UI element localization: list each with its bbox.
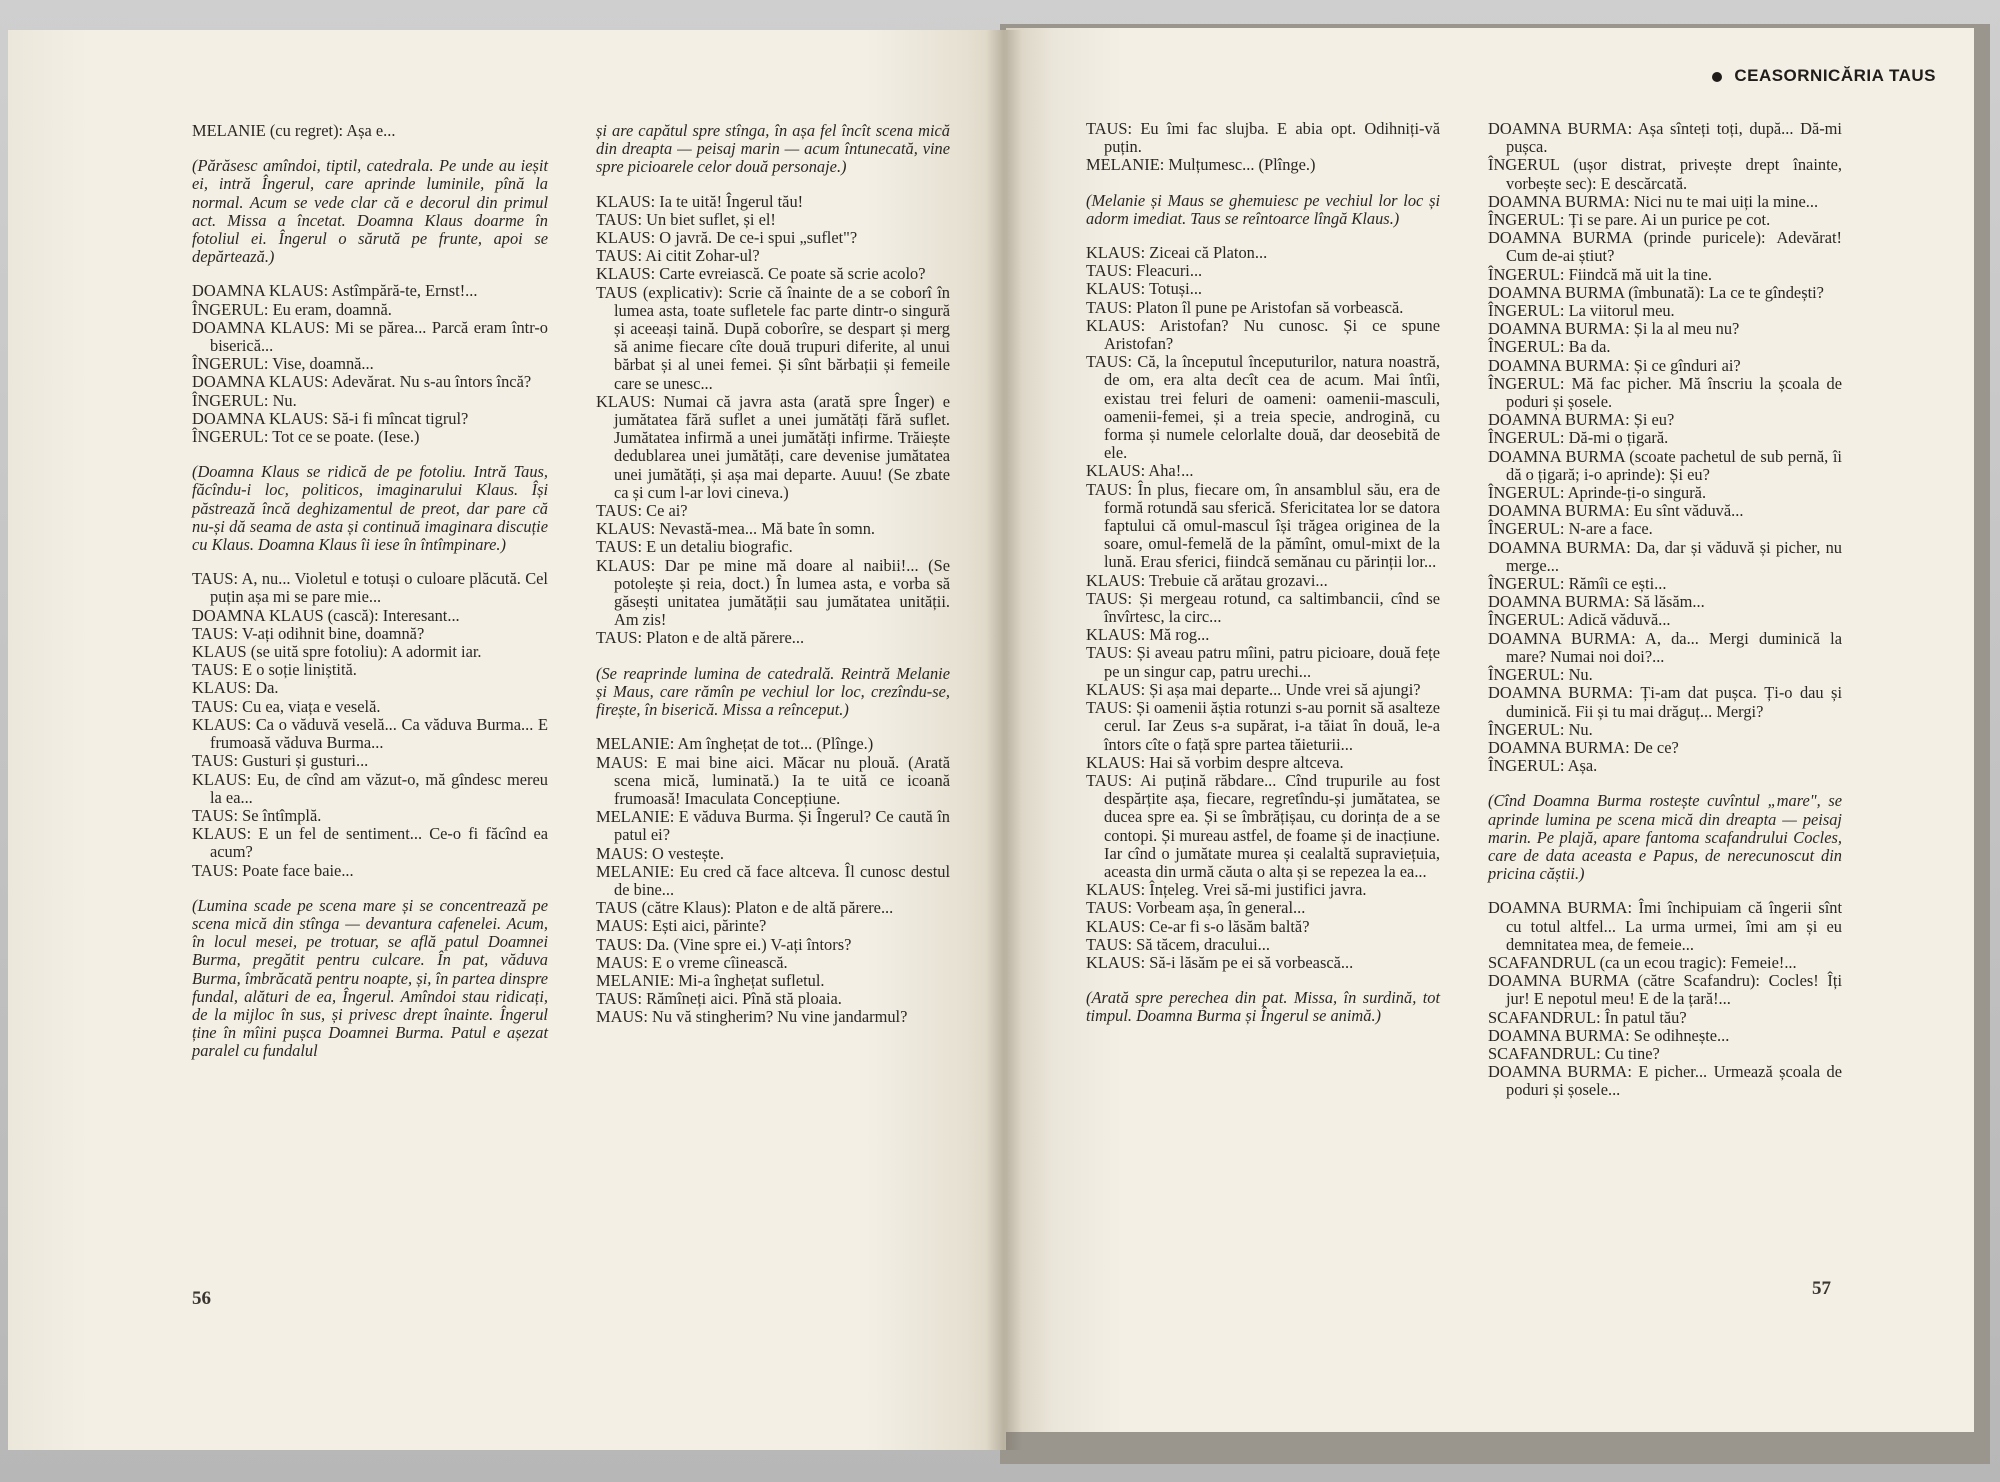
dialogue-line: TAUS: Să tăcem, dracului...	[1086, 934, 1270, 954]
dialogue-line: TAUS: Și aveau patru mîini, patru picioare, două fețe pe un singur cap, patru urechi...	[1086, 643, 1440, 681]
dialogue-line: KLAUS: Aha!...	[1086, 461, 1194, 481]
dialogue-line: KLAUS: Înțeleg. Vrei să-mi justifici javra.	[1086, 880, 1367, 900]
bullet-icon	[1712, 72, 1722, 82]
dialogue-line: KLAUS: Ce-ar fi s-o lăsăm baltă?	[1086, 916, 1310, 936]
dialogue-line: KLAUS: Eu, de cînd am văzut-o, mă gîndesc mereu la ea...	[192, 769, 548, 807]
dialogue-line: ÎNGERUL: La viitorul meu.	[1488, 301, 1675, 321]
dialogue-line: KLAUS (se uită spre fotoliu): A adormit iar.	[192, 642, 482, 662]
dialogue-line: ÎNGERUL: Fiindcă mă uit la tine.	[1488, 264, 1712, 284]
dialogue-line: KLAUS: Aristofan? Nu cunosc. Și ce spune Aristofan?	[1086, 315, 1440, 354]
dialogue-line: ÎNGERUL: Eu eram, doamnă.	[192, 299, 392, 319]
dialogue-line: TAUS: Și mergeau rotund, ca saltimbancii, cînd se învîrtesc, la circ...	[1086, 588, 1440, 627]
page-number-left: 56	[192, 1288, 211, 1309]
dialogue-line: DOAMNA BURMA: Să lăsăm...	[1488, 592, 1705, 612]
dialogue-line: KLAUS: Numai că javra asta (arată spre Înger) e jumătatea fără suflet a unei jumătăți fără suflet. Jumătatea infirmă a unei jumătăți infirme. Trăiește dedublarea unei jumătăți, care devenise jumătatea unei jumătăți, și așa mai departe. Auuu! (Se zbate ca și cum l-ar lovi cineva.)	[596, 391, 950, 502]
dialogue-line: TAUS (explicativ): Scrie că înainte de a se coborî în lumea asta, toate sufletele fac parte dintr-o singură și aceeași taină. După coborîre, se despart și merg să anime fiecare cîte două trupuri diferite, al unui bărbat și al unei femei. Și sînt bărbații și femeile care se unesc...	[596, 282, 950, 393]
dialogue-line: DOAMNA BURMA: Nici nu te mai uiți la mine...	[1488, 191, 1819, 211]
dialogue-line: DOAMNA BURMA (prinde puricele): Adevărat! Cum de-ai știut?	[1488, 228, 1842, 266]
dialogue-line: KLAUS: Și așa mai departe... Unde vrei să ajungi?	[1086, 679, 1421, 699]
dialogue-line: MAUS: Ești aici, părinte?	[596, 916, 767, 936]
dialogue-line: KLAUS: Ia te uită! Îngerul tău!	[596, 191, 804, 211]
dialogue-line: TAUS: Da. (Vine spre ei.) V-ați întors?	[596, 934, 852, 954]
dialogue-line: ÎNGERUL: Nu.	[192, 390, 297, 410]
dialogue-line: MELANIE: Am înghețat de tot... (Plînge.)	[596, 734, 874, 754]
dialogue-line: ÎNGERUL: Așa.	[1488, 756, 1598, 776]
dialogue-line: ÎNGERUL (ușor distrat, privește drept înainte, vorbește sec): E descărcată.	[1488, 155, 1842, 193]
dialogue-line: TAUS: Și oamenii ăștia rotunzi s-au pornit să asalteze cerul. Iar Zeus s-a supărat, i-a tăiat în două, le-a întors cîte o față spre partea tăieturii...	[1086, 698, 1440, 754]
dialogue-line: DOAMNA BURMA (îmbunată): La ce te gîndești?	[1488, 282, 1824, 302]
dialogue-line: ÎNGERUL: Tot ce se poate. (Iese.)	[192, 427, 420, 447]
dialogue-line: ÎNGERUL: Aprinde-ți-o singură.	[1488, 483, 1707, 503]
stage-direction: și are capătul spre stînga, în așa fel încît scena mică din dreapta — peisaj marin — acum întunecată, vine spre picioarele celor două personaje.)	[596, 121, 950, 177]
dialogue-line: MAUS: E mai bine aici. Măcar nu plouă. (Arată scena mică, luminată.) Ia te uită ce icoană frumoasă! Imaculata Concepțiune.	[596, 752, 950, 808]
page-number-right: 57	[1812, 1278, 1831, 1299]
left-page	[8, 30, 1006, 1450]
dialogue-line: KLAUS: Trebuie că arătau grozavi...	[1086, 570, 1328, 590]
stage-direction: (Lumina scade pe scena mare și se concentrează pe scena mică din stînga — devantura cafenelei. Acum, în locul mesei, pe trotuar, se află patul Doamnei Burma, pregătit pentru culcare. În pat, văduva Burma, îmbrăcată pentru noapte, și, în partea dinspre fundal, alături de ea, Îngerul. Amîndoi stau ridicați, de la mijloc în sus, și privesc drept înainte. Îngerul ține în mîini pușca Doamnei Burma. Patul e așezat paralel cu fundalul	[192, 895, 548, 1061]
right-page	[1006, 28, 1974, 1432]
dialogue-line: TAUS: V-ați odihnit bine, doamnă?	[192, 623, 425, 643]
dialogue-line: MAUS: E o vreme cîinească.	[596, 952, 788, 972]
dialogue-line: TAUS: Poate face baie...	[192, 860, 354, 880]
stage-direction: (Doamna Klaus se ridică de pe fotoliu. Intră Taus, făcîndu-i loc, politicos, imaginarului Klaus. Își păstrează încă deghizamentul de preot, dar pare că nu-și dă seama de asta și continuă imaginara discuție cu Klaus. Doamna Klaus îi iese în întîmpinare.)	[192, 462, 548, 555]
left-page-column-1	[192, 122, 548, 1077]
running-header-text: CEASORNICĂRIA TAUS	[1734, 66, 1936, 85]
dialogue-line: DOAMNA BURMA: Da, dar și văduvă și picher, nu merge...	[1488, 537, 1842, 575]
dialogue-line: TAUS: În plus, fiecare om, în ansamblul său, era de formă rotundă sau sferică. Sfericitatea lor se datora faptului că omul-mascul își trăgea originea de la soare, omul-femelă de la pămînt, omul-mixt de la lună. Erau sferici, fiindcă semănau cu părinții lor...	[1086, 479, 1440, 572]
dialogue-line: DOAMNA BURMA: Așa sînteți toți, după... Dă-mi pușca.	[1488, 119, 1842, 157]
dialogue-line: DOAMNA BURMA: E picher... Urmează școala de poduri și șosele...	[1488, 1062, 1842, 1100]
dialogue-line: TAUS: Platon e de altă părere...	[596, 628, 805, 648]
dialogue-line: DOAMNA KLAUS (cască): Interesant...	[192, 605, 460, 625]
dialogue-line: TAUS: Ai puțină răbdare... Cînd trupurile au fost despărțite așa, fiecare, regretîndu-și jumătatea, se ducea spre ea. Și se îmbrățișau, cu dorința de a se contopi. Și mureau astfel, de foame și de inacțiune. Iar cînd o jumătate murea și cealaltă supraviețuia, aceasta din urmă căuta o alta și se repezea la ea...	[1086, 770, 1440, 881]
dialogue-line: KLAUS: Carte evreiască. Ce poate să scrie acolo?	[596, 264, 926, 284]
dialogue-line: TAUS: E o soție liniștită.	[192, 660, 357, 680]
dialogue-line: KLAUS: Da.	[192, 678, 279, 698]
dialogue-line: TAUS: Se întîmplă.	[192, 805, 322, 825]
dialogue-line: MELANIE: Mi-a înghețat sufletul.	[596, 970, 825, 990]
dialogue-line: TAUS: Fleacuri...	[1086, 261, 1203, 281]
dialogue-line: KLAUS: Mă rog...	[1086, 625, 1210, 645]
book-spine	[986, 30, 1022, 1450]
dialogue-line: ÎNGERUL: Vise, doamnă...	[192, 354, 374, 374]
dialogue-line: TAUS (către Klaus): Platon e de altă părere...	[596, 898, 894, 918]
dialogue-line: KLAUS: Ziceai că Platon...	[1086, 243, 1268, 263]
dialogue-line: TAUS: Eu îmi fac slujba. E abia opt. Odihniți-vă puțin.	[1086, 119, 1440, 157]
dialogue-line: TAUS: Un biet suflet, și el!	[596, 209, 776, 229]
right-page-column-2	[1488, 120, 1842, 1100]
dialogue-line: MELANIE (cu regret): Așa e...	[192, 121, 396, 140]
stage-direction: (Se reaprinde lumina de catedrală. Reintră Melanie și Maus, care rămîn pe vechiul lor loc, crezîndu-se, firește, în biserică. Missa a reînceput.)	[596, 663, 950, 720]
dialogue-line: TAUS: Ai citit Zohar-ul?	[596, 246, 760, 266]
stage-direction: (Cînd Doamna Burma rostește cuvîntul „mare", se aprinde lumina pe scena mică din dreapta — peisaj marin. Pe plajă, apare fantoma scafandrului Cocles, care de data aceasta e Papus, de nerecunoscut din pricina căștii.)	[1488, 791, 1842, 884]
dialogue-line: DOAMNA KLAUS: Astîmpără-te, Ernst!...	[192, 281, 478, 301]
left-page-column-2	[596, 122, 950, 1027]
dialogue-line: DOAMNA BURMA: Și eu?	[1488, 410, 1675, 430]
dialogue-line: KLAUS: Nevastă-mea... Mă bate în somn.	[596, 519, 876, 539]
dialogue-line: TAUS: E un detaliu biografic.	[596, 537, 793, 557]
right-page-column-1	[1086, 120, 1440, 1042]
dialogue-line: ÎNGERUL: Ți se pare. Ai un purice pe cot.	[1488, 210, 1771, 230]
dialogue-line: DOAMNA BURMA: Se odihnește...	[1488, 1025, 1730, 1045]
dialogue-line: DOAMNA BURMA: De ce?	[1488, 737, 1679, 757]
dialogue-line: MELANIE: E văduva Burma. Și Îngerul? Ce caută în patul ei?	[596, 807, 950, 845]
dialogue-line: KLAUS: E un fel de sentiment... Ce-o fi făcînd ea acum?	[192, 824, 548, 862]
dialogue-line: DOAMNA BURMA: A, da... Mergi duminică la mare? Numai noi doi?...	[1488, 628, 1842, 666]
dialogue-line: KLAUS: Să-i lăsăm pe ei să vorbească...	[1086, 952, 1354, 972]
dialogue-line: TAUS: Platon îl pune pe Aristofan să vorbească.	[1086, 297, 1404, 317]
stage-direction: (Melanie și Maus se ghemuiesc pe vechiul lor loc și adorm imediat. Taus se reîntoarce lîngă Klaus.)	[1086, 190, 1440, 228]
dialogue-line: MELANIE: Mulțumesc... (Plînge.)	[1086, 155, 1316, 175]
dialogue-line: KLAUS: Hai să vorbim despre altceva.	[1086, 752, 1344, 772]
dialogue-line: MELANIE: Eu cred că face altceva. Îl cunosc destul de bine...	[596, 861, 950, 899]
stage-direction: (Părăsesc amîndoi, tiptil, catedrala. Pe unde au ieșit ei, intră Îngerul, care aprinde luminile, pînă la normal. Acum se vede clar că e decorul din primul act. Missa a încetat. Doamna Klaus doarme în fotoliul ei. Îngerul o sărută pe frunte, apoi se depărtează.)	[192, 156, 548, 267]
dialogue-line: TAUS: Vorbeam așa, în general...	[1086, 898, 1306, 918]
dialogue-line: TAUS: Gusturi și gusturi...	[192, 751, 369, 771]
dialogue-line: ÎNGERUL: Dă-mi o țigară.	[1488, 428, 1669, 448]
dialogue-line: DOAMNA BURMA: Și la al meu nu?	[1488, 319, 1740, 339]
running-header	[1712, 66, 1936, 86]
dialogue-line: MAUS: O vestește.	[596, 843, 724, 863]
dialogue-line: DOAMNA KLAUS: Să-i fi mîncat tigrul?	[192, 408, 469, 428]
dialogue-line: DOAMNA BURMA (scoate pachetul de sub pernă, îi dă o țigară; i-o aprinde): Și eu?	[1488, 446, 1842, 484]
dialogue-line: TAUS: Rămîneți aici. Pînă stă ploaia.	[596, 989, 842, 1009]
dialogue-line: ÎNGERUL: Nu.	[1488, 665, 1593, 685]
dialogue-line: KLAUS: Totuși...	[1086, 279, 1203, 299]
dialogue-line: KLAUS: O javră. De ce-i spui „suflet"?	[596, 228, 858, 248]
dialogue-line: SCAFANDRUL (ca un ecou tragic): Femeie!...	[1488, 952, 1797, 972]
dialogue-line: KLAUS: Ca o văduvă veselă... Ca văduva Burma... E frumoasă văduva Burma...	[192, 714, 548, 753]
dialogue-line: TAUS: Cu ea, viața e veselă.	[192, 696, 381, 716]
dialogue-line: ÎNGERUL: Adică văduvă...	[1488, 610, 1671, 630]
dialogue-line: ÎNGERUL: Nu.	[1488, 719, 1593, 739]
dialogue-line: KLAUS: Dar pe mine mă doare al naibii!... (Se potolește și reia, doct.) În lumea asta, e vorba să găsești unitatea jumătății sau jumătatea unității. Am zis!	[596, 555, 950, 630]
dialogue-line: SCAFANDRUL: În patul tău?	[1488, 1007, 1687, 1027]
dialogue-line: DOAMNA BURMA: Îmi închipuiam că îngerii sînt cu totul altfel... La urma urmei, îmi am și eu demnitatea mea, de femeie...	[1488, 898, 1842, 954]
dialogue-line: TAUS: A, nu... Violetul e totuși o culoare plăcută. Cel puțin așa mi se pare mie...	[192, 569, 548, 607]
stage-direction: (Arată spre perechea din pat. Missa, în surdină, tot timpul. Doamna Burma și Îngerul se animă.)	[1086, 988, 1440, 1026]
dialogue-line: DOAMNA BURMA: Eu sînt văduvă...	[1488, 501, 1744, 521]
dialogue-line: DOAMNA BURMA: Ți-am dat pușca. Ți-o dau și duminică. Fii și tu mai drăguț... Mergi?	[1488, 683, 1842, 721]
dialogue-line: SCAFANDRUL: Cu tine?	[1488, 1043, 1660, 1063]
dialogue-line: ÎNGERUL: Ba da.	[1488, 337, 1611, 357]
dialogue-line: DOAMNA BURMA (către Scafandru): Cocles! Îți jur! E nepotul meu! E de la țară!...	[1488, 971, 1842, 1009]
dialogue-line: ÎNGERUL: N-are a face.	[1488, 519, 1653, 539]
dialogue-line: ÎNGERUL: Rămîi ce ești...	[1488, 574, 1667, 594]
dialogue-line: MAUS: Nu vă stingherim? Nu vine jandarmul?	[596, 1007, 908, 1027]
dialogue-line: DOAMNA KLAUS: Mi se părea... Parcă eram într-o biserică...	[192, 317, 548, 356]
dialogue-line: TAUS: Ce ai?	[596, 501, 688, 521]
dialogue-line: DOAMNA KLAUS: Adevărat. Nu s-au întors încă?	[192, 372, 532, 392]
dialogue-line: DOAMNA BURMA: Și ce gînduri ai?	[1488, 355, 1741, 375]
dialogue-line: ÎNGERUL: Mă fac picher. Mă înscriu la școala de poduri și șosele.	[1488, 373, 1842, 412]
dialogue-line: TAUS: Că, la începutul începuturilor, natura noastră, de om, era alta decît cea de acum. Mai întîi, existau trei feluri de oameni: oamenii-masculi, oamenii-femei, și a treia specie, androgină, cu forma și numele celorlalte două, dar deosebită de ele.	[1086, 352, 1440, 463]
